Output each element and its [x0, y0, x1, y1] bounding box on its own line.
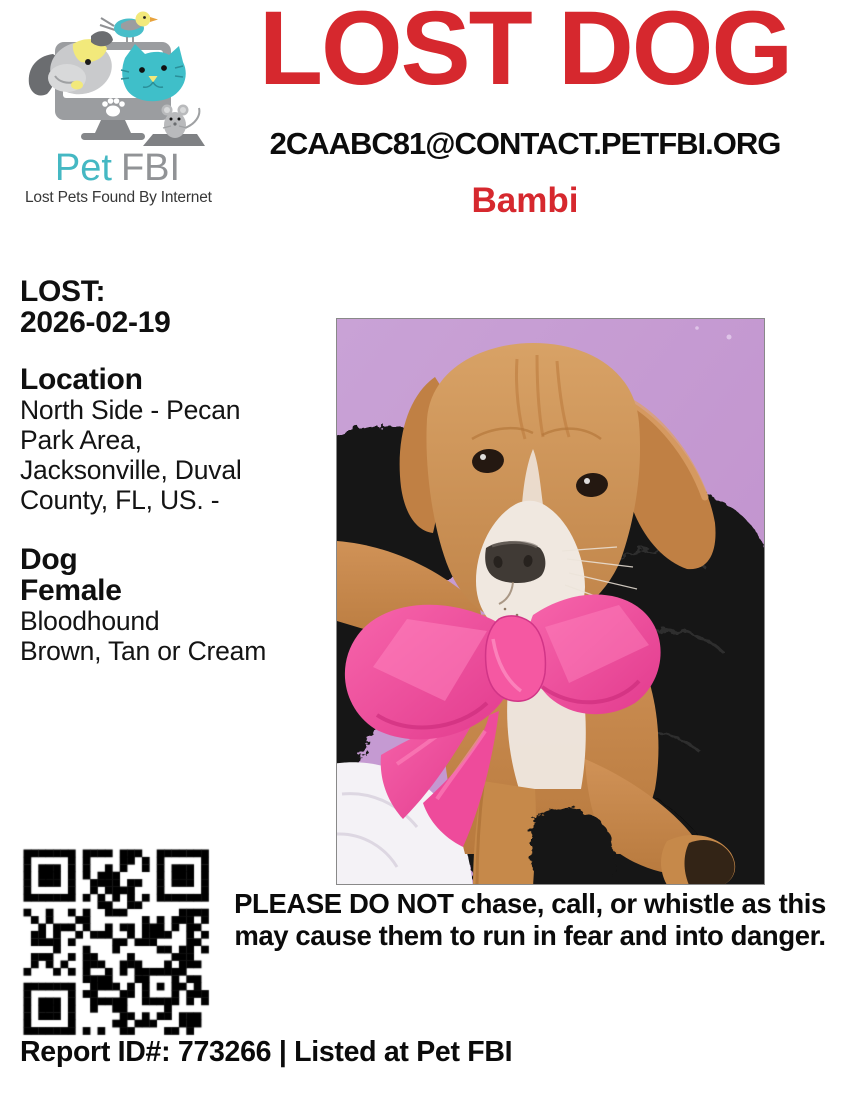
- sex: Female: [20, 574, 122, 607]
- logo-tagline: Lost Pets Found By Internet: [25, 189, 212, 206]
- warning-line-2: may cause them to run in fear and into danger.: [234, 919, 826, 951]
- poster-title: LOST DOG: [258, 0, 792, 107]
- lost-date-group: [20, 276, 170, 338]
- species: Dog: [20, 543, 78, 576]
- location-line: Park Area,: [20, 425, 142, 455]
- contact-email: 2CAABC81@CONTACT.PETFBI.ORG: [269, 126, 781, 161]
- pet-name: Bambi: [471, 181, 579, 220]
- location-group: [20, 364, 242, 515]
- pet-photo-illustration: [337, 319, 764, 884]
- warning-caption: [230, 888, 830, 951]
- breed: Bloodhound: [20, 606, 160, 636]
- location-line: County, FL, US. -: [20, 485, 220, 515]
- warning-line-1: PLEASE DO NOT chase, call, or whistle as this: [234, 888, 826, 919]
- pet-colors: Brown, Tan or Cream: [20, 636, 267, 666]
- brand-pet: Pet: [54, 147, 112, 189]
- pet-details: [20, 0, 330, 720]
- pet-photo: [337, 319, 764, 884]
- description-group: [20, 544, 266, 666]
- lost-label: LOST:: [20, 275, 106, 308]
- brand-fbi: FBI: [120, 147, 181, 189]
- qr-code: [20, 846, 212, 1038]
- location-line: Jacksonville, Duval: [20, 455, 242, 485]
- location-label: Location: [20, 363, 143, 396]
- lost-date: 2026-02-19: [20, 306, 171, 339]
- report-footer: Report ID#: 773266 | Listed at Pet FBI: [20, 1036, 513, 1068]
- location-line: North Side - Pecan: [20, 395, 241, 425]
